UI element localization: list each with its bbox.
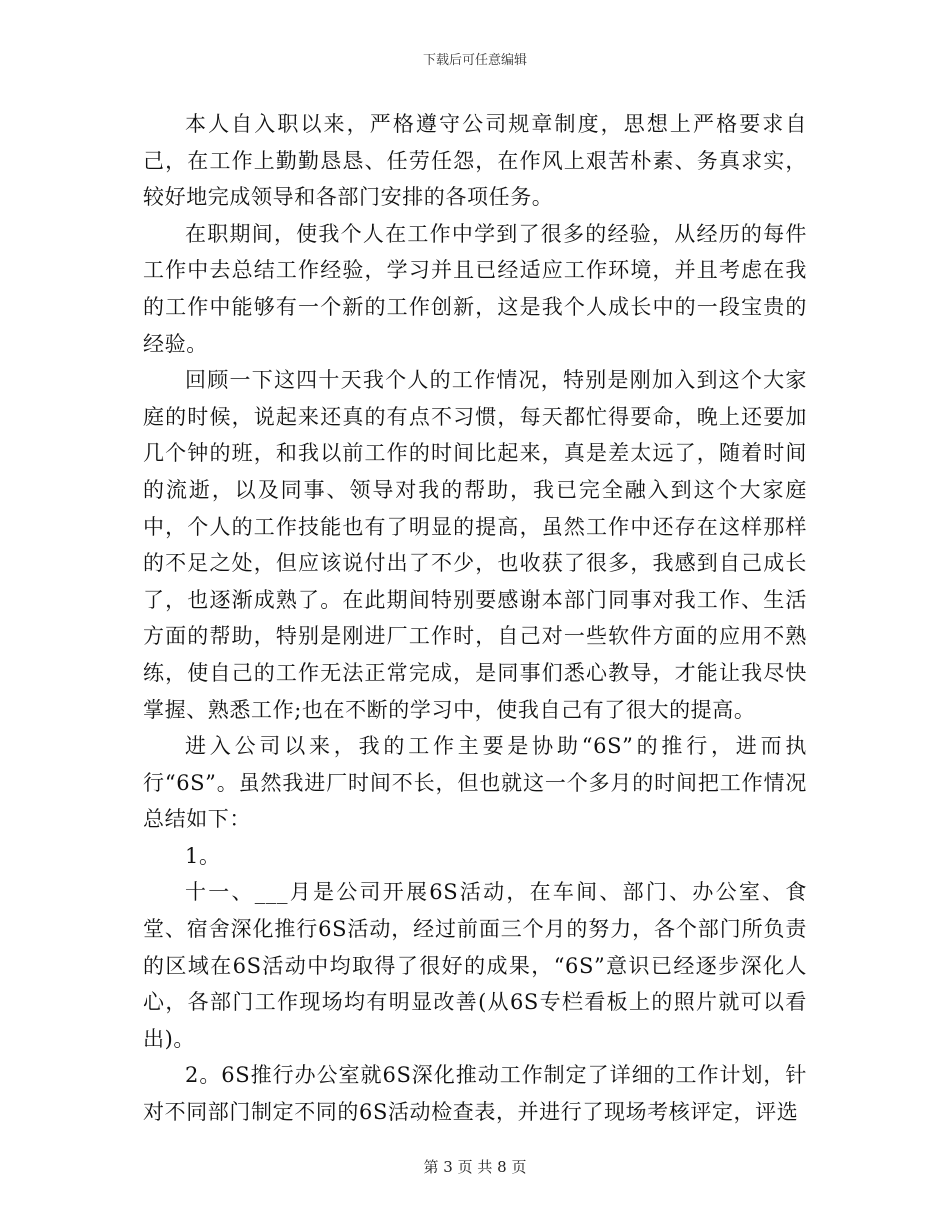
paragraph-5: 1。 [185, 843, 221, 868]
paragraph-6: 十一、___月是公司开展6S活动，在车间、部门、办公室、食堂、宿舍深化推行6S活动，经过前面三个月的努力，各个部门所负责的区域在6S活动中均取得了很好的成果，“6S”意识已经逐步深化人心，各部门工作现场均有明显改善(从6S专栏看板上的照片就可以看出)。 [143, 880, 807, 1051]
paragraph-2: 在职期间，使我个人在工作中学到了很多的经验，从经历的每件工作中去总结工作经验，学习并且已经适应工作环境，并且考虑在我的工作中能够有一个新的工作创新，这是我个人成长中的一段宝贵的经验。 [143, 221, 807, 356]
paragraph-1: 本人自入职以来，严格遵守公司规章制度，思想上严格要求自己，在工作上勤勤恳恳、任劳任怨，在作风上艰苦朴素、务真求实，较好地完成领导和各部门安排的各项任务。 [143, 112, 807, 210]
page-header-note: 下载后可任意编辑 [422, 53, 527, 68]
paragraph-7: 2。6S推行办公室就6S深化推动工作制定了详细的工作计划，针对不同部门制定不同的6S活动检查表，并进行了现场考核评定，评选 [143, 1063, 807, 1125]
paragraph-4: 进入公司以来，我的工作主要是协助“6S”的推行，进而执行“6S”。虽然我进厂时间不长，但也就这一个多月的时间把工作情况总结如下： [143, 734, 807, 832]
paragraph-3: 回顾一下这四十天我个人的工作情况，特别是刚加入到这个大家庭的时候，说起来还真的有点不习惯，每天都忙得要命，晚上还要加几个钟的班，和我以前工作的时间比起来，真是差太远了，随着时间的流逝，以及同事、领导对我的帮助，我已完全融入到这个大家庭中，个人的工作技能也有了明显的提高，虽然工作中还存在这样那样的不足之处，但应该说付出了不少，也收获了很多，我感到自己成长了，也逐渐成熟了。在此期间特别要感谢本部门同事对我工作、生活方面的帮助，特别是刚进厂工作时，自己对一些软件方面的应用不熟练，使自己的工作无法正常完成，是同事们悉心教导，才能让我尽快掌握、熟悉工作;也在不断的学习中，使我自己有了很大的提高。 [143, 368, 807, 722]
page-number-footer: 第 3 页 共 8 页 [423, 1158, 527, 1176]
document-body [143, 106, 807, 1131]
